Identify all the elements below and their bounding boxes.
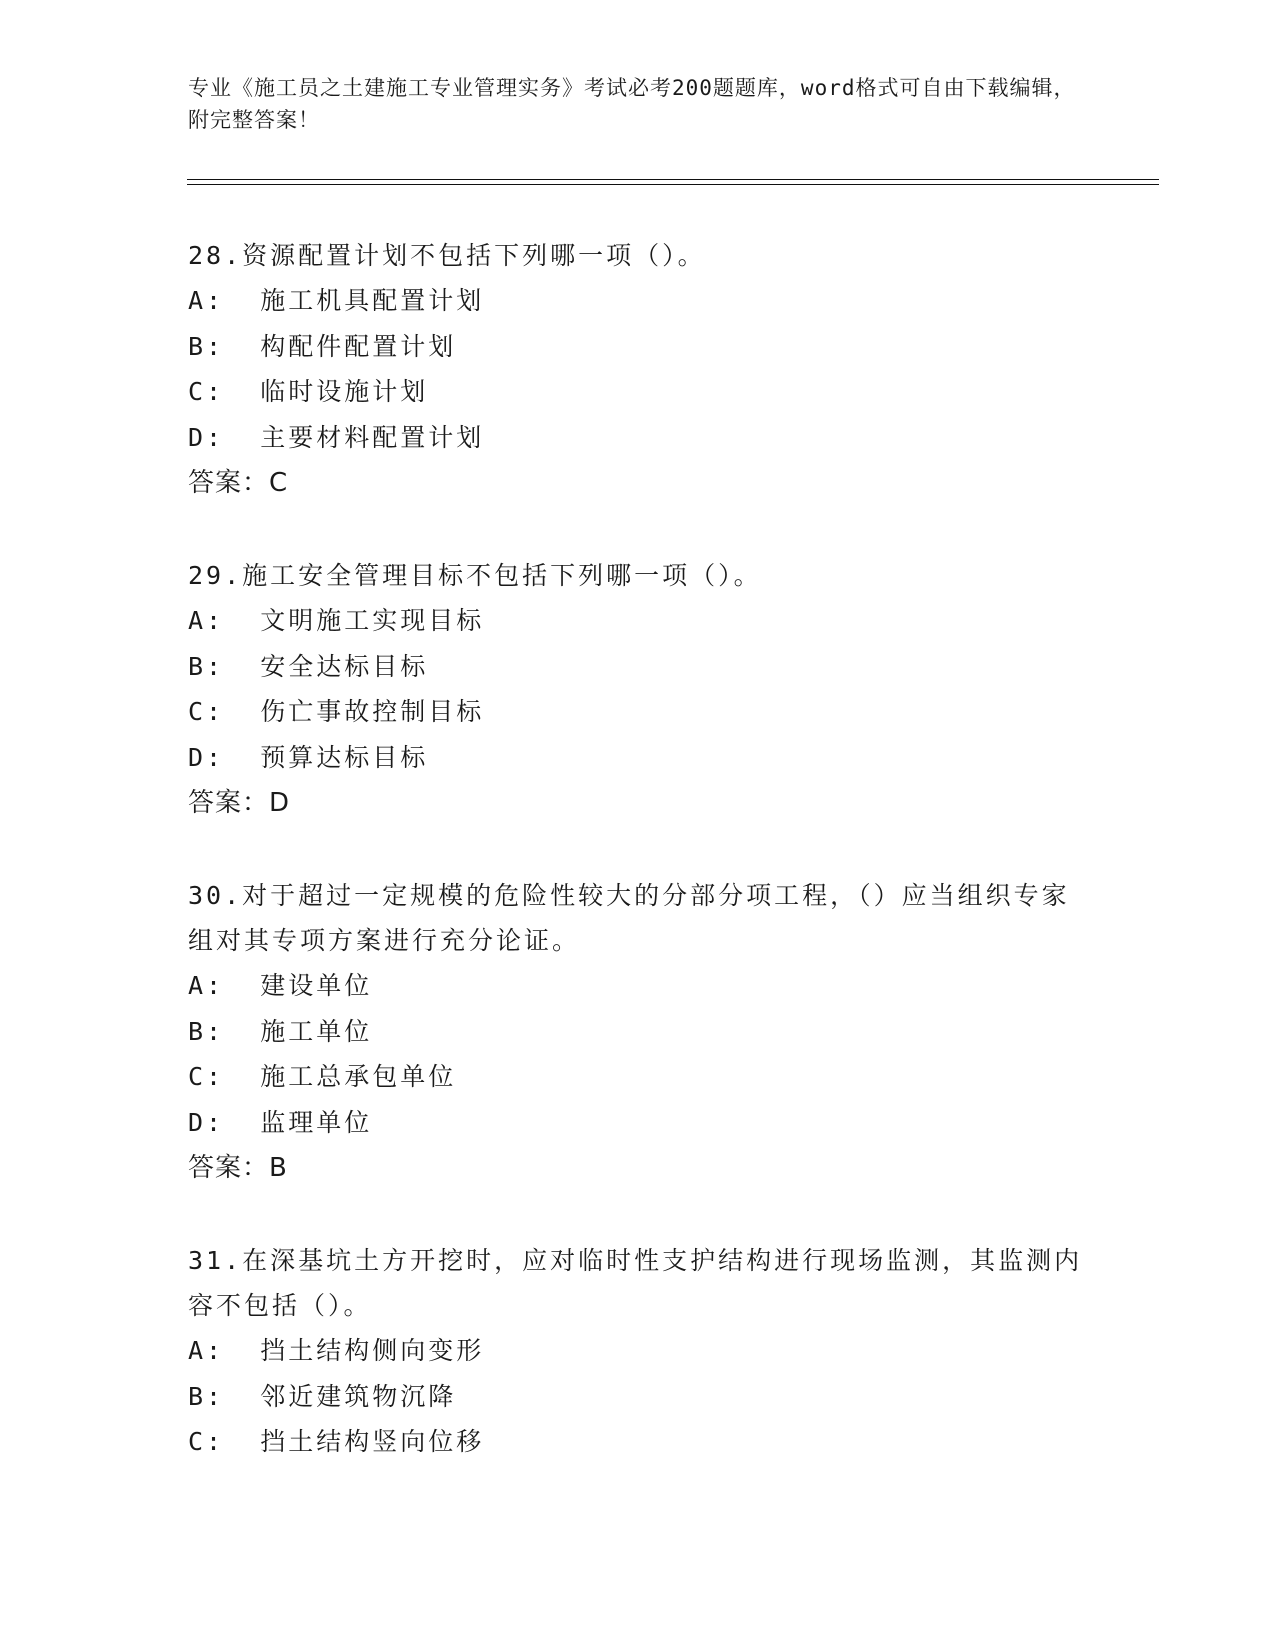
- option-d: D: 预算达标目标: [188, 742, 429, 772]
- question-title: 29.施工安全管理目标不包括下列哪一项（）。: [188, 561, 762, 590]
- option-c: C: 施工总承包单位: [188, 1062, 457, 1091]
- option-b: B: 安全达标目标: [188, 651, 429, 681]
- question-31: [188, 1238, 1088, 1465]
- answer: 答案：C: [188, 468, 289, 498]
- answer: 答案：B: [188, 1153, 288, 1183]
- header-divider-top: [187, 179, 1159, 180]
- question-28: [188, 233, 1088, 506]
- option-c: C: 挡土结构竖向位移: [188, 1427, 485, 1456]
- option-c: C: 伤亡事故控制目标: [188, 697, 485, 726]
- option-b: B: 施工单位: [188, 1016, 373, 1046]
- option-c: C: 临时设施计划: [188, 377, 429, 406]
- answer: 答案：D: [188, 788, 291, 818]
- option-a: A: 建设单位: [188, 971, 373, 1000]
- option-a: A: 施工机具配置计划: [188, 286, 485, 315]
- question-29: [188, 553, 1088, 826]
- question-title: 31.在深基坑土方开挖时，应对临时性支护结构进行现场监测，其监测内容不包括（）。: [188, 1246, 1083, 1320]
- option-d: D: 主要材料配置计划: [188, 422, 485, 452]
- option-b: B: 邻近建筑物沉降: [188, 1381, 457, 1411]
- question-title: 28.资源配置计划不包括下列哪一项（）。: [188, 241, 706, 270]
- header-divider-bottom: [187, 184, 1159, 185]
- document-header: 专业《施工员之土建施工专业管理实务》考试必考200题题库，word格式可自由下载编辑，附完整答案！: [188, 76, 1076, 132]
- question-title: 30.对于超过一定规模的危险性较大的分部分项工程，（）应当组织专家组对其专项方案进行充分论证。: [188, 881, 1070, 955]
- question-30: [188, 873, 1088, 1191]
- option-d: D: 监理单位: [188, 1107, 373, 1137]
- option-a: A: 挡土结构侧向变形: [188, 1336, 485, 1365]
- option-a: A: 文明施工实现目标: [188, 606, 485, 635]
- option-b: B: 构配件配置计划: [188, 331, 457, 361]
